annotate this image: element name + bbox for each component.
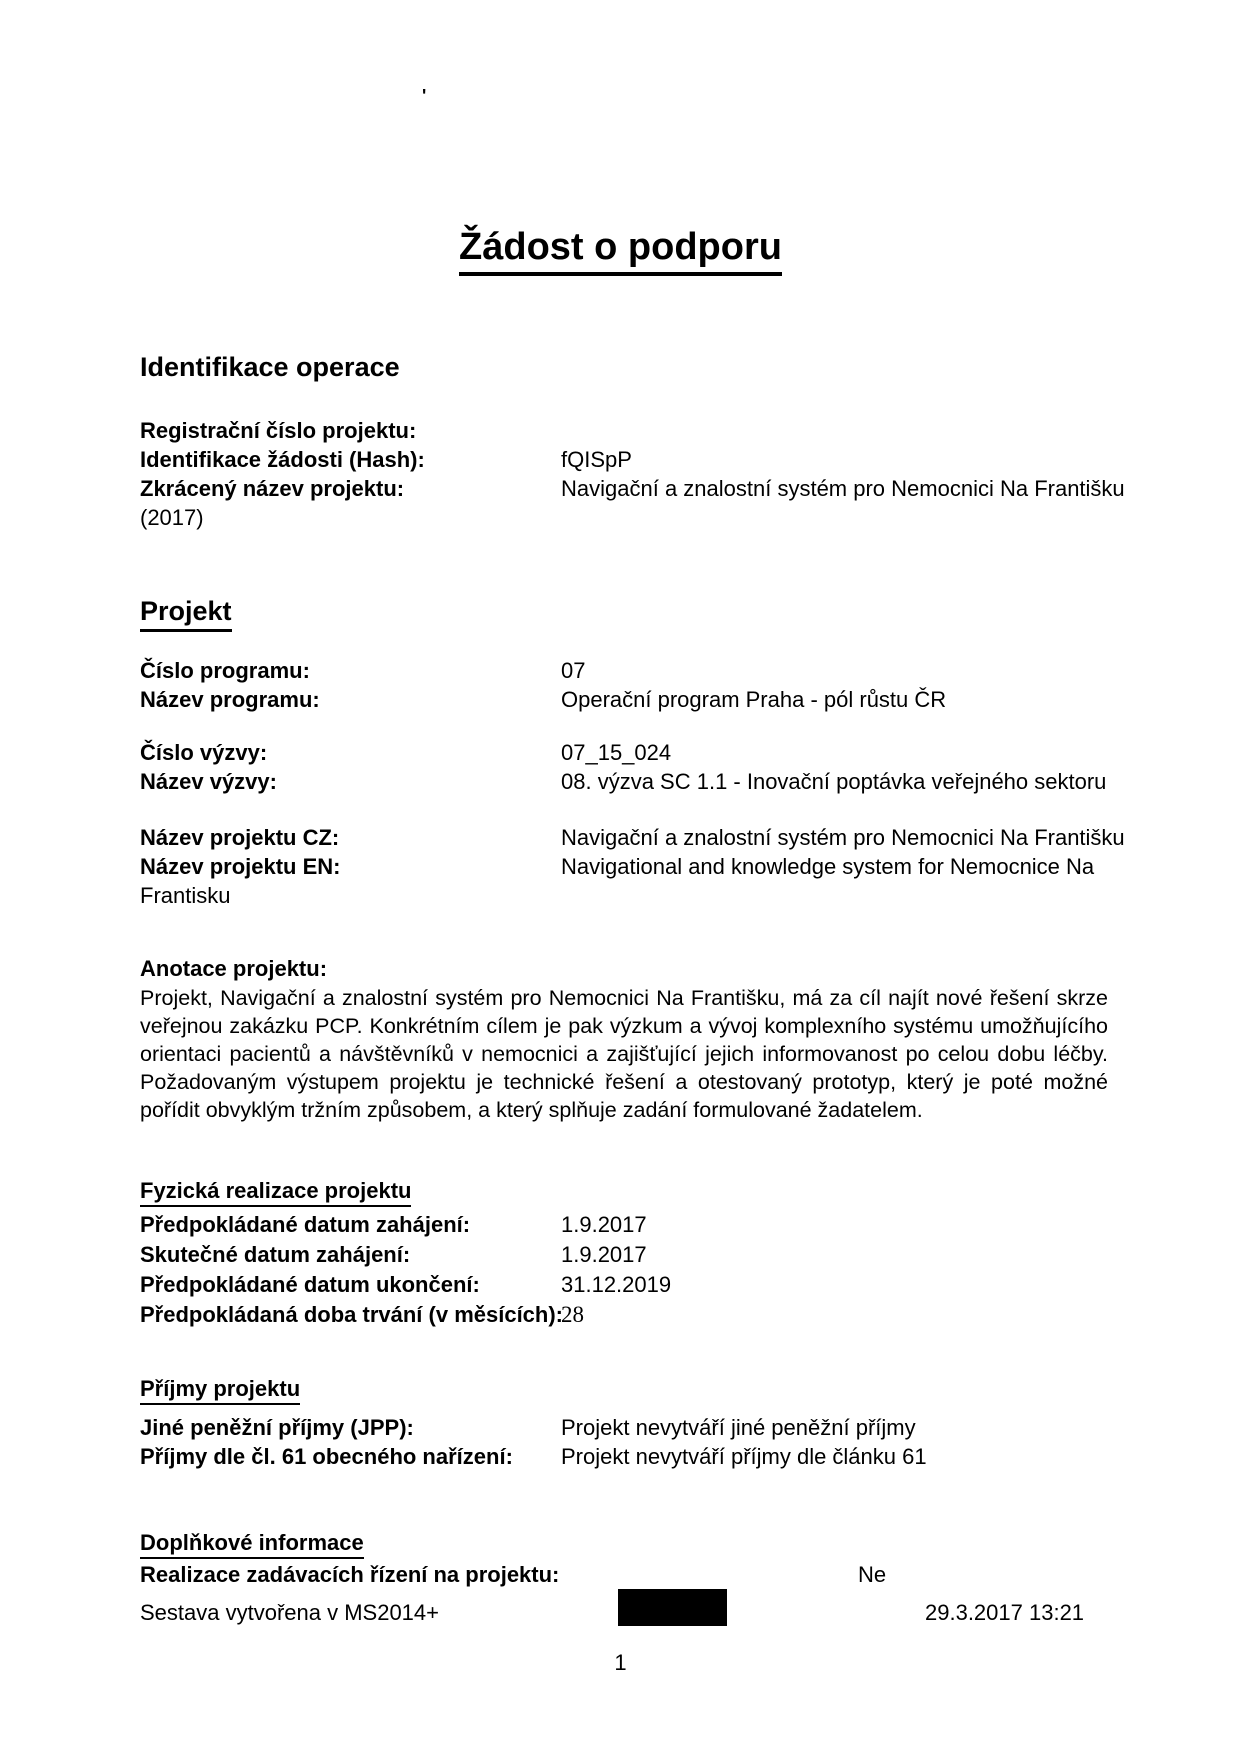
- field-label: Frantisku: [140, 883, 231, 908]
- field-label: Realizace zadávacích řízení na projektu:: [140, 1562, 560, 1587]
- stray-quote-mark: ': [422, 86, 427, 106]
- field-value: 08. výzva SC 1.1 - Inovační poptávka veřejného sektoru: [561, 769, 1107, 794]
- annotation-paragraph: Projekt, Navigační a znalostní systém pro Nemocnici Na Františku, má za cíl najít nové řešení skrze veřejnou zakázku PCP. Konkrétním cílem je pak výzkum a vývoj komplexního systému umožňujícího orientaci pacientů a návštěvníků v nemocnici a zajišťující jejich informovanost po celou dobu léčby. Požadovaným výstupem projektu je technické řešení a otestovaný prototyp, který je poté možné pořídit obvyklým tržním způsobem, a který splňuje zadání formulované žadatelem.: [140, 986, 1108, 1122]
- section-heading-identifikace-operace: Identifikace operace: [140, 352, 400, 382]
- field-label: (2017): [140, 505, 204, 530]
- field-label: Skutečné datum zahájení:: [140, 1242, 411, 1267]
- field-label: Číslo programu:: [140, 658, 310, 683]
- field-value: 1.9.2017: [561, 1212, 647, 1237]
- field-value: 1.9.2017: [561, 1242, 647, 1267]
- field-value: Projekt nevytváří jiné peněžní příjmy: [561, 1415, 916, 1440]
- field-label: Číslo výzvy:: [140, 740, 268, 765]
- section-heading-fyzicka-realizace: Fyzická realizace projektu: [140, 1178, 411, 1207]
- footer-timestamp: 29.3.2017 13:21: [925, 1600, 1085, 1625]
- field-label: Název programu:: [140, 687, 320, 712]
- field-value: 28: [561, 1302, 584, 1327]
- field-label: Předpokládané datum zahájení:: [140, 1212, 471, 1237]
- field-value: Navigational and knowledge system for Nemocnice Na: [561, 854, 1095, 879]
- field-row: [140, 505, 1150, 533]
- field-row: [140, 854, 1150, 882]
- section-heading-prijmy: Příjmy projektu: [140, 1376, 300, 1405]
- field-label: Identifikace žádosti (Hash):: [140, 447, 425, 472]
- field-row: [140, 658, 1150, 686]
- field-row: [140, 1444, 1150, 1472]
- field-row: [140, 883, 1150, 911]
- field-row: [140, 769, 1150, 797]
- field-label: Příjmy dle čl. 61 obecného nařízení:: [140, 1444, 513, 1469]
- field-label: Jiné peněžní příjmy (JPP):: [140, 1415, 414, 1440]
- field-row: [140, 1242, 1150, 1270]
- field-row: [140, 476, 1150, 504]
- field-value: 07_15_024: [561, 740, 672, 765]
- field-row: [140, 1272, 1150, 1300]
- field-value: Navigační a znalostní systém pro Nemocnici Na Františku: [561, 476, 1125, 501]
- field-row: [140, 1562, 1150, 1590]
- field-value: Projekt nevytváří příjmy dle článku 61: [561, 1444, 927, 1469]
- redaction-box: [618, 1589, 727, 1626]
- field-value: Operační program Praha - pól růstu ČR: [561, 687, 947, 712]
- field-value: Ne: [858, 1562, 887, 1587]
- field-value: Navigační a znalostní systém pro Nemocnici Na Františku: [561, 825, 1125, 850]
- field-row: [140, 418, 1150, 446]
- field-label: Předpokládaná doba trvání (v měsících):: [140, 1302, 564, 1327]
- field-row: [140, 447, 1150, 475]
- field-label: Předpokládané datum ukončení:: [140, 1272, 480, 1297]
- section-heading-doplnkove: Doplňkové informace: [140, 1530, 364, 1559]
- page-title: Žádost o podporu: [0, 226, 1241, 276]
- field-row: [140, 1212, 1150, 1240]
- field-value: 31.12.2019: [561, 1272, 672, 1297]
- field-label: Název projektu EN:: [140, 854, 341, 879]
- field-row: [140, 740, 1150, 768]
- field-value: 07: [561, 658, 586, 683]
- field-label: Registrační číslo projektu:: [140, 418, 417, 443]
- field-row: [140, 1302, 1150, 1330]
- field-label: Název výzvy:: [140, 769, 277, 794]
- field-label: Zkrácený název projektu:: [140, 476, 405, 501]
- annotation-heading: Anotace projektu:: [140, 956, 328, 981]
- section-heading-projekt: Projekt: [140, 596, 232, 632]
- field-value: fQISpP: [561, 447, 632, 472]
- field-row: [140, 825, 1150, 853]
- page-number: 1: [614, 1650, 627, 1675]
- field-row: [140, 1415, 1150, 1443]
- field-row: [140, 687, 1150, 715]
- field-label: Název projektu CZ:: [140, 825, 340, 850]
- footer-generator-text: Sestava vytvořena v MS2014+: [140, 1600, 439, 1625]
